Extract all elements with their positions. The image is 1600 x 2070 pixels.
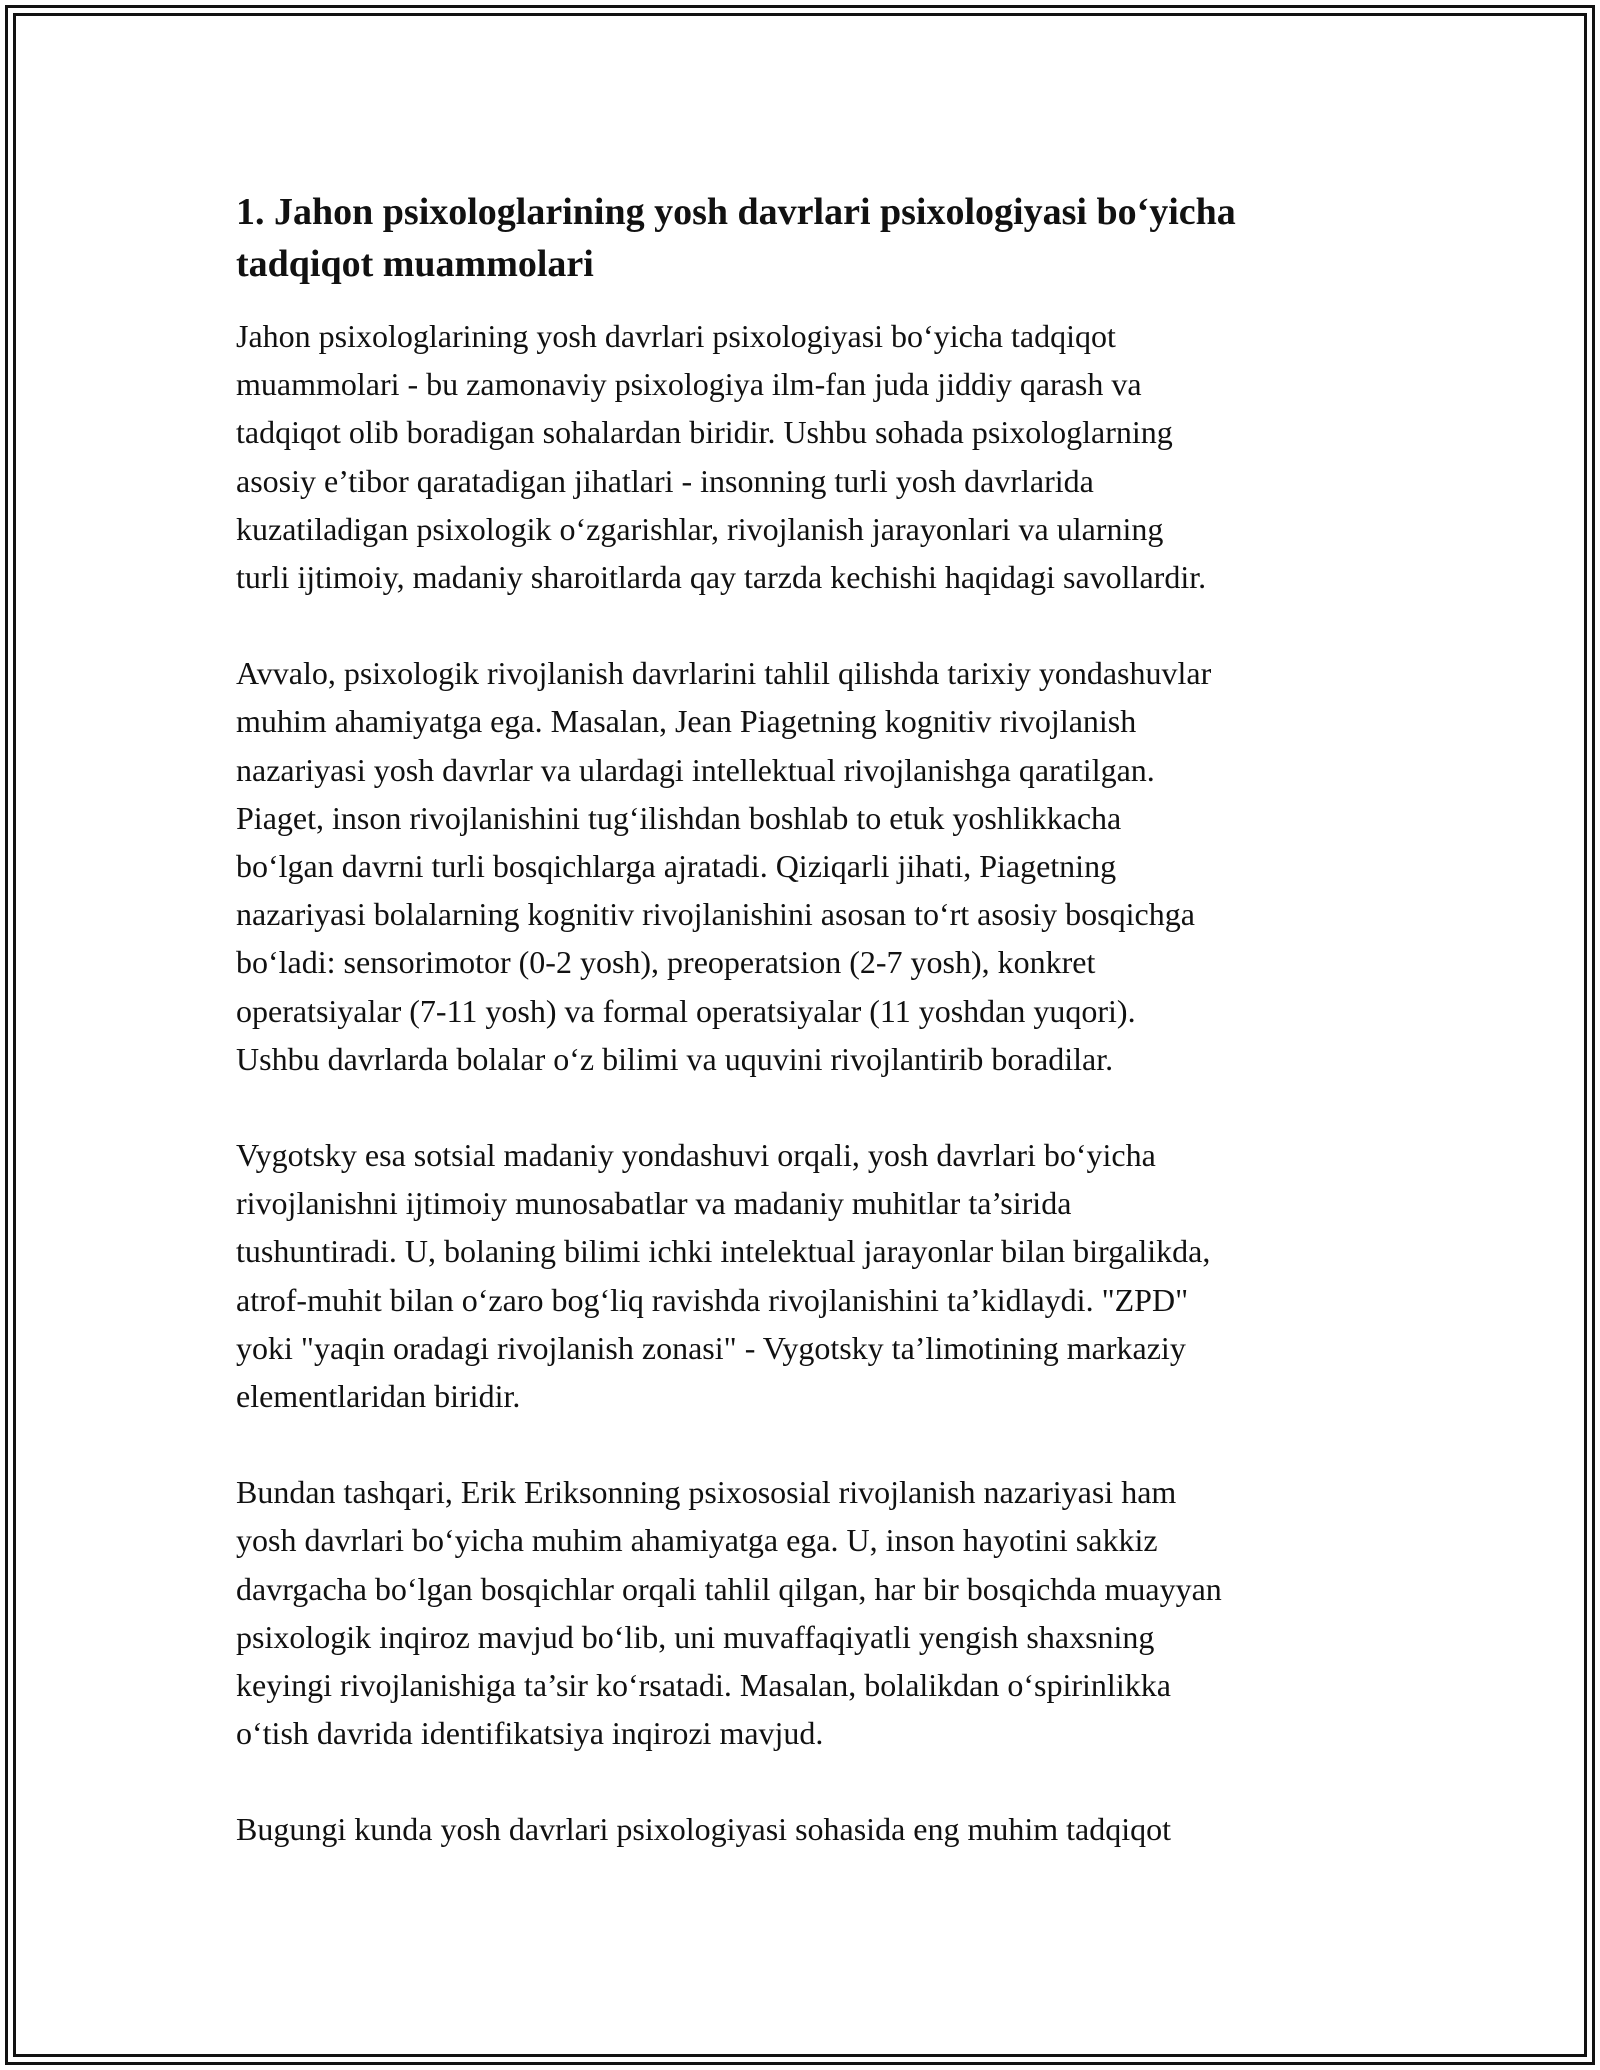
- document-body: [236, 186, 1386, 1902]
- paragraph-4: Bundan tashqari, Erik Eriksonning psixososial rivojlanish nazariyasi ham yosh davrlari bo‘yicha muhim ahamiyatga ega. U, inson hayotini sakkiz davrgacha bo‘lgan bosqichlar orqali tahlil qilgan, har bir bosqichda muayyan psixologik inqiroz mavjud bo‘lib, uni muvaffaqiyatli yengish shaxsning keyingi rivojlanishiga ta’sir ko‘rsatadi. Masalan, bolalikdan o‘spirinlikka o‘tish davrida identifikatsiya inqirozi mavjud.: [236, 1474, 1222, 1752]
- section-title: 1. Jahon psixologlarining yosh davrlari psixologiyasi bo‘yicha tadqiqot muammolari: [236, 191, 1236, 285]
- paragraph-2: Avvalo, psixologik rivojlanish davrlarini tahlil qilishda tarixiy yondashuvlar muhim ahamiyatga ega. Masalan, Jean Piagetning kognitiv rivojlanish nazariyasi yosh davrlar va ulardagi intellektual rivojlanishga qaratilgan. Piaget, inson rivojlanishini tug‘ilishdan boshlab to etuk yoshlikkacha bo‘lgan davrni turli bosqichlarga ajratadi. Qiziqarli jihati, Piagetning nazariyasi bolalarning kognitiv rivojlanishini asosan to‘rt asosiy bosqichga bo‘ladi: sensorimotor (0-2 yosh), preoperatsion (2-7 yosh), konkret operatsiyalar (7-11 yosh) va formal operatsiyalar (11 yoshdan yuqori). Ushbu davrlarda bolalar o‘z bilimi va uquvini rivojlantirib boradilar.: [236, 655, 1212, 1077]
- paragraph-5: Bugungi kunda yosh davrlari psixologiyasi sohasida eng muhim tadqiqot: [236, 1811, 1172, 1848]
- paragraph-3: Vygotsky esa sotsial madaniy yondashuvi orqali, yosh davrlari bo‘yicha rivojlanishni ijtimoiy munosabatlar va madaniy muhitlar ta’sirida tushuntiradi. U, bolaning bilimi ichki intelektual jarayonlar bilan birgalikda, atrof-muhit bilan o‘zaro bog‘liq ravishda rivojlanishini ta’kidlaydi. "ZPD" yoki "yaqin oradagi rivojlanish zonasi" - Vygotsky ta’limotining markaziy elementlaridan biridir.: [236, 1137, 1211, 1415]
- paragraph-1: Jahon psixologlarining yosh davrlari psixologiyasi bo‘yicha tadqiqot muammolari - bu zamonaviy psixologiya ilm-fan juda jiddiy qarash va tadqiqot olib boradigan sohalardan biridir. Ushbu sohada psixologlarning asosiy e’tibor qaratadigan jihatlari - insonning turli yosh davrlarida kuzatiladigan psixologik o‘zgarishlar, rivojlanish jarayonlari va ularning turli ijtimoiy, madaniy sharoitlarda qay tarzda kechishi haqidagi savollardir.: [236, 318, 1207, 596]
